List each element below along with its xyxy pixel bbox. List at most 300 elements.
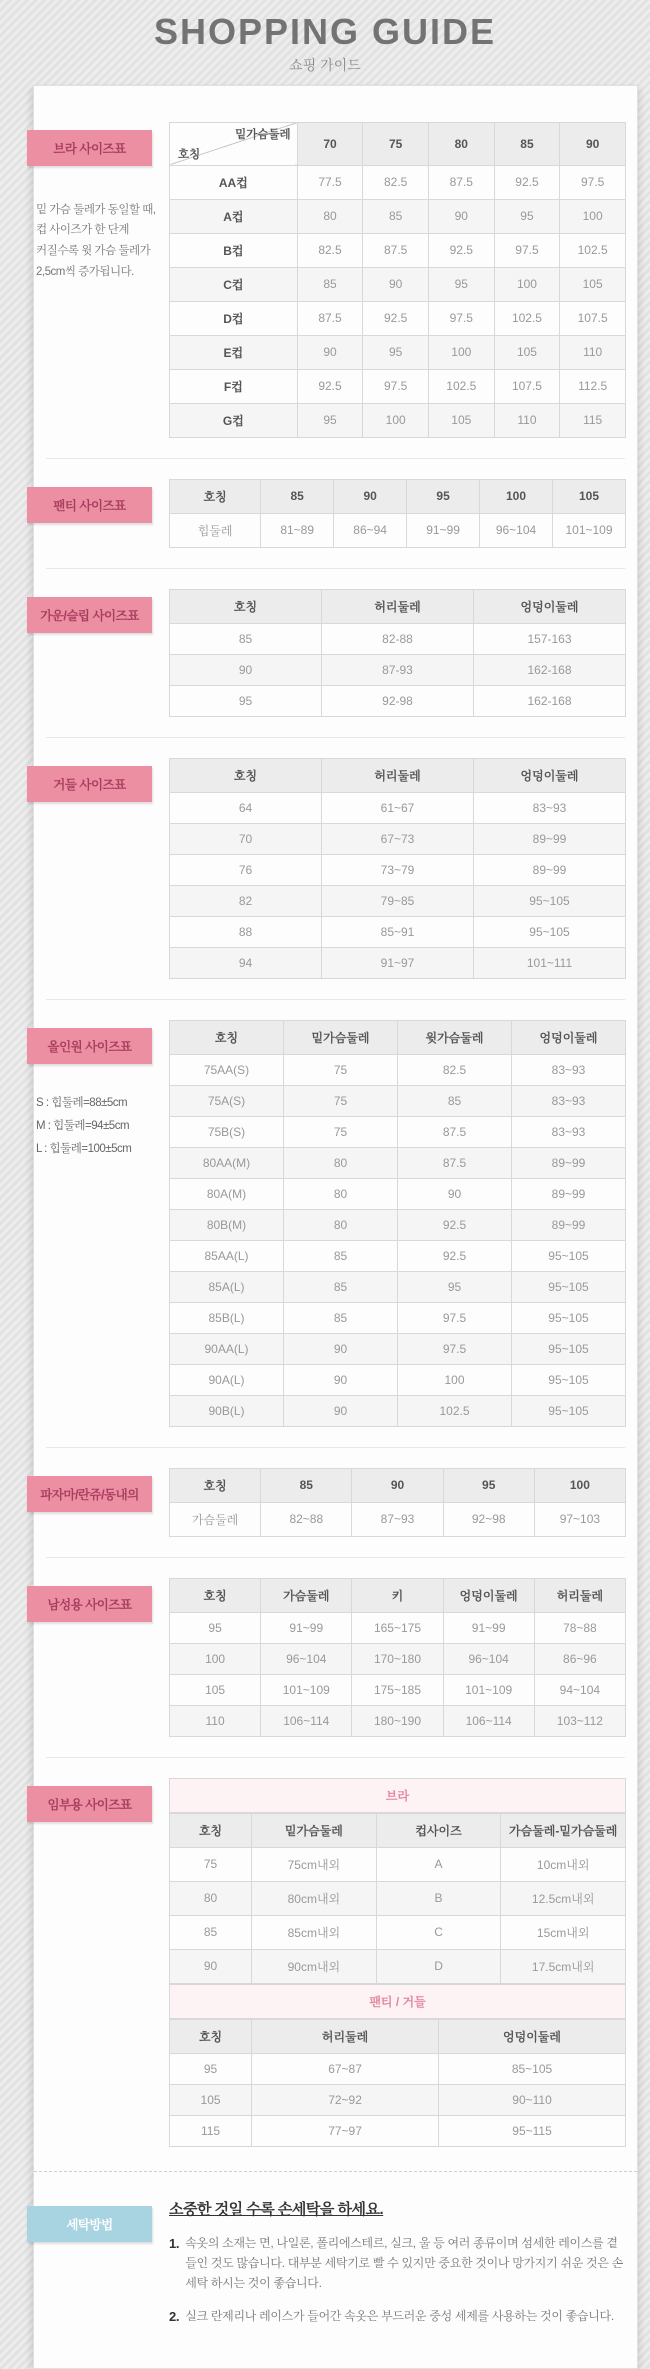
panty-size-label: 팬티 사이즈표 bbox=[27, 487, 152, 523]
allinone-note-line: M : 힙둘레=94±5cm bbox=[36, 1119, 130, 1132]
table-cell: D bbox=[376, 1949, 501, 1983]
table-row bbox=[170, 623, 626, 654]
table-cell: 75cm내외 bbox=[252, 1847, 377, 1881]
table-cell: 87.5 bbox=[297, 301, 363, 335]
table-cell: 95 bbox=[170, 685, 322, 716]
allinone-size-note bbox=[36, 1092, 162, 1161]
column-header: 호칭 bbox=[170, 589, 322, 623]
column-header: 윗가슴둘레 bbox=[398, 1020, 512, 1054]
size-table bbox=[169, 1468, 626, 1537]
table-cell: 106~114 bbox=[261, 1705, 352, 1736]
table-cell: 107.5 bbox=[494, 369, 560, 403]
table-cell: 105 bbox=[170, 2084, 252, 2115]
row-header-cell: C컵 bbox=[170, 267, 298, 301]
maternity-panty-girdle-band: 팬티 / 거들 bbox=[169, 1984, 626, 2019]
table-row bbox=[170, 1333, 626, 1364]
table-cell: 95 bbox=[170, 2053, 252, 2084]
table-row bbox=[170, 1147, 626, 1178]
table-row bbox=[170, 1915, 626, 1949]
table-cell: 92.5 bbox=[297, 369, 363, 403]
washing-item-number: 1. bbox=[169, 2235, 180, 2251]
table-cell: 95~105 bbox=[512, 1240, 626, 1271]
bra-note-line: 2,5cm씩 증가됩니다. bbox=[36, 265, 134, 278]
column-header: 가슴둘레 bbox=[261, 1578, 352, 1612]
section-girdle-sizes bbox=[34, 758, 637, 979]
table-cell: 82.5 bbox=[363, 165, 429, 199]
table-cell: 92.5 bbox=[494, 165, 560, 199]
table-cell: 90~110 bbox=[439, 2084, 626, 2115]
column-header: 가슴둘레-밑가슴둘레 bbox=[501, 1813, 626, 1847]
table-row bbox=[170, 1643, 626, 1674]
panty-size-table bbox=[169, 479, 626, 548]
table-cell: 101~111 bbox=[474, 947, 626, 978]
column-header: 85 bbox=[261, 1468, 352, 1502]
mens-size-label: 남성용 사이즈표 bbox=[27, 1586, 152, 1622]
allinone-size-label: 올인원 사이즈표 bbox=[27, 1028, 152, 1064]
table-cell: 85 bbox=[297, 267, 363, 301]
table-cell: 12.5cm내외 bbox=[501, 1881, 626, 1915]
section-bra-sizes bbox=[34, 122, 637, 438]
size-table bbox=[169, 758, 626, 979]
table-cell: 100 bbox=[494, 267, 560, 301]
table-row bbox=[170, 1178, 626, 1209]
table-cell: 76 bbox=[170, 854, 322, 885]
table-cell: 80 bbox=[284, 1178, 398, 1209]
table-cell: 87~93 bbox=[352, 1502, 443, 1536]
table-cell: 102.5 bbox=[560, 233, 626, 267]
table-row bbox=[170, 1612, 626, 1643]
table-cell: 85cm내외 bbox=[252, 1915, 377, 1949]
table-cell: 92.5 bbox=[363, 301, 429, 335]
column-header: 밑가슴둘레 bbox=[284, 1020, 398, 1054]
gown-slip-size-table bbox=[169, 589, 626, 717]
table-cell: 105 bbox=[428, 403, 494, 437]
row-header-cell: B컵 bbox=[170, 233, 298, 267]
table-cell: 81~89 bbox=[261, 513, 334, 547]
table-row bbox=[170, 165, 626, 199]
table-cell: 97.5 bbox=[428, 301, 494, 335]
table-cell: 17.5cm내외 bbox=[501, 1949, 626, 1983]
table-cell: 95 bbox=[398, 1271, 512, 1302]
table-cell: 112.5 bbox=[560, 369, 626, 403]
column-header: 100 bbox=[480, 479, 553, 513]
size-table bbox=[169, 2019, 626, 2147]
table-row bbox=[170, 1364, 626, 1395]
table-cell: 80 bbox=[170, 1881, 252, 1915]
table-row bbox=[170, 513, 626, 547]
table-cell: 87.5 bbox=[398, 1147, 512, 1178]
table-cell: 85 bbox=[284, 1302, 398, 1333]
maternity-panty-girdle-table bbox=[169, 2019, 626, 2147]
table-row bbox=[170, 1054, 626, 1085]
table-cell: 97.5 bbox=[363, 369, 429, 403]
table-cell: 90 bbox=[284, 1364, 398, 1395]
table-row bbox=[170, 1209, 626, 1240]
table-row bbox=[170, 885, 626, 916]
table-cell: 92~98 bbox=[443, 1502, 534, 1536]
table-row bbox=[170, 947, 626, 978]
table-cell: 85B(L) bbox=[170, 1302, 284, 1333]
table-cell: 89~99 bbox=[474, 823, 626, 854]
table-cell: 67~73 bbox=[322, 823, 474, 854]
table-cell: 95~105 bbox=[512, 1302, 626, 1333]
mens-size-table bbox=[169, 1578, 626, 1737]
maternity-bra-band: 브라 bbox=[169, 1778, 626, 1813]
column-header: 70 bbox=[297, 122, 363, 165]
column-header: 컵사이즈 bbox=[376, 1813, 501, 1847]
row-header-cell: A컵 bbox=[170, 199, 298, 233]
table-cell: 175~185 bbox=[352, 1674, 443, 1705]
table-cell: 82.5 bbox=[398, 1054, 512, 1085]
table-cell: 95 bbox=[428, 267, 494, 301]
girdle-size-label: 거들 사이즈표 bbox=[27, 766, 152, 802]
table-cell: 95 bbox=[170, 1612, 261, 1643]
bra-size-label: 브라 사이즈표 bbox=[27, 130, 152, 166]
column-header: 75 bbox=[363, 122, 429, 165]
table-cell: 90 bbox=[284, 1395, 398, 1426]
table-cell: 105 bbox=[494, 335, 560, 369]
table-cell: 86~96 bbox=[534, 1643, 625, 1674]
table-cell: 97.5 bbox=[398, 1333, 512, 1364]
corner-top-label: 밑가슴둘레 bbox=[235, 128, 291, 141]
column-header: 100 bbox=[534, 1468, 625, 1502]
table-cell: 83~93 bbox=[512, 1085, 626, 1116]
table-cell: 94 bbox=[170, 947, 322, 978]
table-cell: 95~105 bbox=[512, 1364, 626, 1395]
column-header: 90 bbox=[560, 122, 626, 165]
table-cell: 95 bbox=[297, 403, 363, 437]
table-cell: 77.5 bbox=[297, 165, 363, 199]
table-cell: 61~67 bbox=[322, 792, 474, 823]
table-cell: 90cm내외 bbox=[252, 1949, 377, 1983]
column-header: 95 bbox=[407, 479, 480, 513]
table-cell: 95 bbox=[363, 335, 429, 369]
table-cell: 90B(L) bbox=[170, 1395, 284, 1426]
bra-note-line: 커질수록 윗 가슴 둘레가 bbox=[36, 244, 151, 257]
table-row bbox=[170, 1705, 626, 1736]
table-row bbox=[170, 1085, 626, 1116]
table-cell: 100 bbox=[428, 335, 494, 369]
section-pajama-sizes bbox=[34, 1468, 637, 1537]
table-cell: 75B(S) bbox=[170, 1116, 284, 1147]
table-cell: 88 bbox=[170, 916, 322, 947]
size-table bbox=[169, 1813, 626, 1984]
table-cell: 102.5 bbox=[428, 369, 494, 403]
table-row bbox=[170, 403, 626, 437]
table-cell: 83~93 bbox=[512, 1054, 626, 1085]
table-cell: 95~105 bbox=[512, 1333, 626, 1364]
table-cell: 83~93 bbox=[474, 792, 626, 823]
table-cell: 85 bbox=[284, 1240, 398, 1271]
table-cell: 85 bbox=[398, 1085, 512, 1116]
column-header: 호칭 bbox=[170, 758, 322, 792]
table-cell: 101~109 bbox=[261, 1674, 352, 1705]
section-divider bbox=[46, 999, 625, 1000]
table-cell: 91~99 bbox=[261, 1612, 352, 1643]
table-cell: 82.5 bbox=[297, 233, 363, 267]
column-header: 호칭 bbox=[170, 1020, 284, 1054]
table-row bbox=[170, 654, 626, 685]
bra-size-table bbox=[169, 122, 626, 438]
washing-title: 소중한 것일 수록 손세탁을 하세요. bbox=[169, 2200, 384, 2218]
column-header: 밑가슴둘레 bbox=[252, 1813, 377, 1847]
table-cell: 95~105 bbox=[512, 1271, 626, 1302]
table-cell: 90 bbox=[398, 1178, 512, 1209]
girdle-size-table bbox=[169, 758, 626, 979]
table-cell: 80 bbox=[284, 1147, 398, 1178]
table-cell: 92.5 bbox=[428, 233, 494, 267]
table-cell: 86~94 bbox=[334, 513, 407, 547]
table-cell: 162-168 bbox=[474, 685, 626, 716]
column-header: 90 bbox=[334, 479, 407, 513]
section-maternity-sizes bbox=[34, 1778, 637, 2147]
table-cell: 87.5 bbox=[428, 165, 494, 199]
table-cell: 101~109 bbox=[553, 513, 626, 547]
washing-instruction-item bbox=[169, 2306, 626, 2328]
column-header: 호칭 bbox=[170, 2019, 252, 2053]
column-header: 허리둘레 bbox=[252, 2019, 439, 2053]
size-table bbox=[169, 1578, 626, 1737]
table-cell: 96~104 bbox=[443, 1643, 534, 1674]
table-cell: 97.5 bbox=[398, 1302, 512, 1333]
size-table bbox=[169, 589, 626, 717]
table-cell: 82~88 bbox=[261, 1502, 352, 1536]
column-header: 엉덩이둘레 bbox=[474, 758, 626, 792]
table-cell: 89~99 bbox=[512, 1209, 626, 1240]
table-cell: 96~104 bbox=[480, 513, 553, 547]
table-cell: 90 bbox=[297, 335, 363, 369]
maternity-size-label: 임부용 사이즈표 bbox=[27, 1786, 152, 1822]
table-cell: 115 bbox=[560, 403, 626, 437]
table-cell: 92.5 bbox=[398, 1209, 512, 1240]
table-cell: 70 bbox=[170, 823, 322, 854]
table-cell: 90 bbox=[170, 654, 322, 685]
table-cell: 85 bbox=[363, 199, 429, 233]
table-cell: 10cm내외 bbox=[501, 1847, 626, 1881]
table-cell: 75 bbox=[170, 1847, 252, 1881]
section-mens-sizes bbox=[34, 1578, 637, 1737]
section-allinone-sizes bbox=[34, 1020, 637, 1427]
table-cell: 가슴둘레 bbox=[170, 1502, 261, 1536]
table-cell: 78~88 bbox=[534, 1612, 625, 1643]
column-header: 85 bbox=[261, 479, 334, 513]
table-cell: 101~109 bbox=[443, 1674, 534, 1705]
table-cell: 75A(S) bbox=[170, 1085, 284, 1116]
column-header: 허리둘레 bbox=[534, 1578, 625, 1612]
table-cell: 87.5 bbox=[398, 1116, 512, 1147]
column-header: 80 bbox=[428, 122, 494, 165]
table-cell: 80 bbox=[284, 1209, 398, 1240]
table-cell: 170~180 bbox=[352, 1643, 443, 1674]
table-row bbox=[170, 233, 626, 267]
row-header-cell: E컵 bbox=[170, 335, 298, 369]
table-cell: 92-98 bbox=[322, 685, 474, 716]
table-cell: 102.5 bbox=[398, 1395, 512, 1426]
table-cell: 89~99 bbox=[512, 1178, 626, 1209]
row-header-cell: AA컵 bbox=[170, 165, 298, 199]
table-cell: 96~104 bbox=[261, 1643, 352, 1674]
table-cell: 105 bbox=[170, 1674, 261, 1705]
maternity-bra-table bbox=[169, 1813, 626, 1984]
table-cell: 90 bbox=[170, 1949, 252, 1983]
table-row bbox=[170, 854, 626, 885]
column-header: 엉덩이둘레 bbox=[443, 1578, 534, 1612]
table-cell: 80AA(M) bbox=[170, 1147, 284, 1178]
column-header: 105 bbox=[553, 479, 626, 513]
gown-slip-size-label: 가운/슬립 사이즈표 bbox=[27, 597, 152, 633]
table-cell: 107.5 bbox=[560, 301, 626, 335]
table-cell: 97.5 bbox=[494, 233, 560, 267]
table-cell: 85 bbox=[170, 1915, 252, 1949]
table-cell: 165~175 bbox=[352, 1612, 443, 1643]
washing-instruction-item bbox=[169, 2233, 626, 2294]
table-cell: 95~115 bbox=[439, 2115, 626, 2146]
size-table bbox=[169, 122, 626, 438]
table-cell: 106~114 bbox=[443, 1705, 534, 1736]
table-cell: 82-88 bbox=[322, 623, 474, 654]
table-cell: 110 bbox=[560, 335, 626, 369]
pajama-size-table bbox=[169, 1468, 626, 1537]
column-header: 호칭 bbox=[170, 1468, 261, 1502]
section-divider bbox=[46, 458, 625, 459]
washing-item-text: 실크 란제리나 레이스가 들어간 속옷은 부드러운 중성 세제를 사용하는 것이 좋습니다. bbox=[185, 2308, 614, 2323]
washing-item-text: 속옷의 소재는 면, 나일론, 폴리에스테르, 실크, 울 등 여러 종류이며 섬세한 레이스를 곁들인 것도 많습니다. 대부분 세탁기로 빨 수 있지만 중요한 것이나 망가지기 쉬운 것은 손세탁 하시는 것이 좋습니다. bbox=[185, 2235, 623, 2291]
table-cell: 102.5 bbox=[494, 301, 560, 335]
table-cell: 79~85 bbox=[322, 885, 474, 916]
table-cell: 91~97 bbox=[322, 947, 474, 978]
column-header: 엉덩이둘레 bbox=[512, 1020, 626, 1054]
table-cell: 94~104 bbox=[534, 1674, 625, 1705]
table-cell: 100 bbox=[170, 1643, 261, 1674]
column-header: 엉덩이둘레 bbox=[474, 589, 626, 623]
table-cell: 80 bbox=[297, 199, 363, 233]
bra-note-line: 컵 사이즈가 한 단계 bbox=[36, 224, 129, 237]
table-cell: 80A(M) bbox=[170, 1178, 284, 1209]
table-cell: 90 bbox=[428, 199, 494, 233]
table-row bbox=[170, 916, 626, 947]
table-row bbox=[170, 2115, 626, 2146]
table-row bbox=[170, 335, 626, 369]
table-cell: 92.5 bbox=[398, 1240, 512, 1271]
washing-item-number: 2. bbox=[169, 2308, 180, 2324]
size-table bbox=[169, 479, 626, 548]
section-divider bbox=[46, 1757, 625, 1758]
row-header-cell: F컵 bbox=[170, 369, 298, 403]
table-cell: 95 bbox=[494, 199, 560, 233]
table-cell: 15cm내외 bbox=[501, 1915, 626, 1949]
table-cell: 85AA(L) bbox=[170, 1240, 284, 1271]
table-cell: 89~99 bbox=[474, 854, 626, 885]
table-row bbox=[170, 1881, 626, 1915]
table-row bbox=[170, 199, 626, 233]
table-row bbox=[170, 1847, 626, 1881]
table-cell: 100 bbox=[398, 1364, 512, 1395]
table-cell: 73~79 bbox=[322, 854, 474, 885]
table-cell: 157-163 bbox=[474, 623, 626, 654]
corner-bottom-label: 호칭 bbox=[178, 148, 201, 161]
table-cell: 75 bbox=[284, 1054, 398, 1085]
table-cell: 105 bbox=[560, 267, 626, 301]
table-cell: C bbox=[376, 1915, 501, 1949]
table-cell: 72~92 bbox=[252, 2084, 439, 2115]
allinone-size-table bbox=[169, 1020, 626, 1427]
table-cell: B bbox=[376, 1881, 501, 1915]
table-row bbox=[170, 792, 626, 823]
table-cell: 87-93 bbox=[322, 654, 474, 685]
column-header: 허리둘레 bbox=[322, 758, 474, 792]
table-cell: 80cm내외 bbox=[252, 1881, 377, 1915]
bra-note-line: 밑 가슴 둘레가 동일할 때, bbox=[36, 203, 156, 216]
table-cell: 95~105 bbox=[512, 1395, 626, 1426]
table-cell: 90AA(L) bbox=[170, 1333, 284, 1364]
table-cell: 87.5 bbox=[363, 233, 429, 267]
table-cell: 180~190 bbox=[352, 1705, 443, 1736]
section-washing-method bbox=[34, 2198, 637, 2328]
table-row bbox=[170, 1949, 626, 1983]
table-row bbox=[170, 1302, 626, 1333]
table-cell: 100 bbox=[560, 199, 626, 233]
table-cell: 64 bbox=[170, 792, 322, 823]
section-divider bbox=[46, 737, 625, 738]
table-row bbox=[170, 1674, 626, 1705]
table-row bbox=[170, 267, 626, 301]
column-header: 호칭 bbox=[170, 479, 261, 513]
washing-method-label: 세탁방법 bbox=[27, 2206, 152, 2242]
table-row bbox=[170, 823, 626, 854]
row-header-cell: G컵 bbox=[170, 403, 298, 437]
table-cell: 90 bbox=[363, 267, 429, 301]
column-header: 95 bbox=[443, 1468, 534, 1502]
table-cell: 97~103 bbox=[534, 1502, 625, 1536]
table-cell: 95~105 bbox=[474, 916, 626, 947]
table-cell: 83~93 bbox=[512, 1116, 626, 1147]
table-cell: 89~99 bbox=[512, 1147, 626, 1178]
table-cell: 97.5 bbox=[560, 165, 626, 199]
table-cell: 67~87 bbox=[252, 2053, 439, 2084]
table-row bbox=[170, 1240, 626, 1271]
allinone-note-line: S : 힙둘레=88±5cm bbox=[36, 1096, 128, 1109]
table-cell: 91~99 bbox=[443, 1612, 534, 1643]
table-cell: 85A(L) bbox=[170, 1271, 284, 1302]
row-header-cell: D컵 bbox=[170, 301, 298, 335]
table-cell: 85 bbox=[284, 1271, 398, 1302]
table-cell: 103~112 bbox=[534, 1705, 625, 1736]
washing-section-divider bbox=[34, 2171, 637, 2172]
table-row bbox=[170, 685, 626, 716]
allinone-note-line: L : 힙둘레=100±5cm bbox=[36, 1142, 132, 1155]
column-header: 호칭 bbox=[170, 1578, 261, 1612]
table-cell: A bbox=[376, 1847, 501, 1881]
table-cell: 75 bbox=[284, 1085, 398, 1116]
section-divider bbox=[46, 1447, 625, 1448]
table-cell: 100 bbox=[363, 403, 429, 437]
bra-size-note bbox=[36, 200, 162, 283]
section-panty-sizes bbox=[34, 479, 637, 548]
column-header: 90 bbox=[352, 1468, 443, 1502]
table-cell: 110 bbox=[494, 403, 560, 437]
diagonal-corner-header bbox=[170, 122, 298, 165]
table-row bbox=[170, 1395, 626, 1426]
page-title: SHOPPING GUIDE bbox=[153, 11, 497, 52]
section-divider bbox=[46, 568, 625, 569]
table-row bbox=[170, 1502, 626, 1536]
table-cell: 힙둘레 bbox=[170, 513, 261, 547]
table-cell: 85 bbox=[170, 623, 322, 654]
page-subtitle: 쇼핑 가이드 bbox=[289, 56, 361, 73]
table-cell: 95~105 bbox=[474, 885, 626, 916]
table-cell: 82 bbox=[170, 885, 322, 916]
section-gown-slip-sizes bbox=[34, 589, 637, 717]
